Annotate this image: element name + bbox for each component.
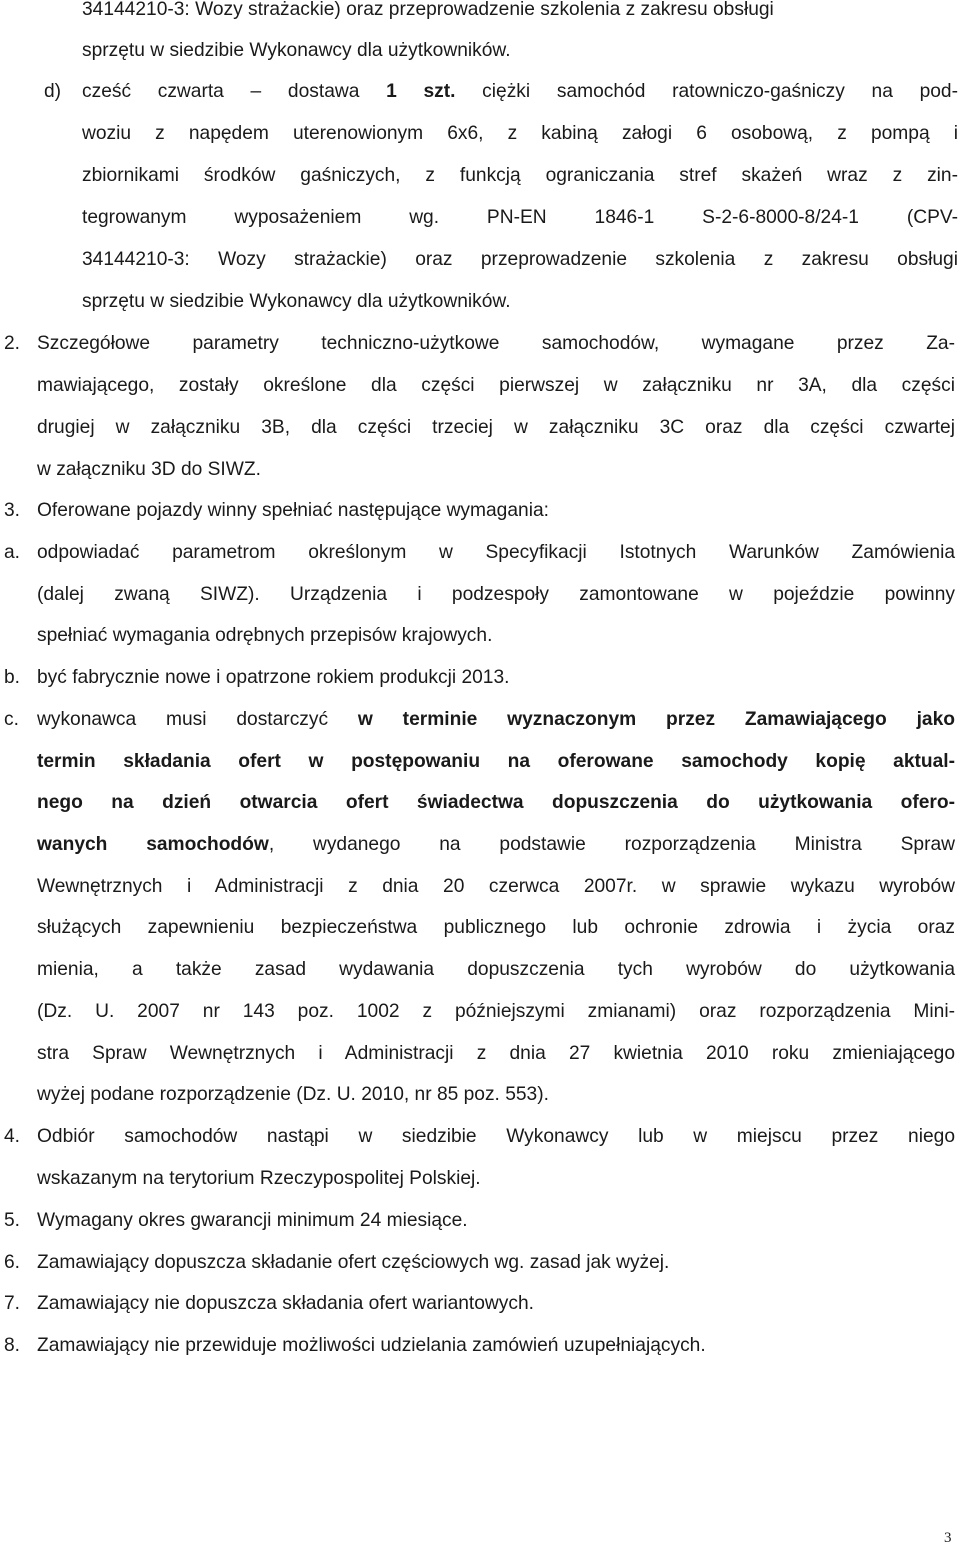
section-7-number: 7. (4, 1293, 21, 1314)
item-a-line-3: spełniać wymagania odrębnych przepisów krajowych. (37, 625, 493, 646)
section-2-line-3: drugiej w załączniku 3B, dla części trzeciej w załączniku 3C oraz dla części czwartej (37, 417, 955, 438)
item-a-line-2: (dalej zwaną SIWZ). Urządzenia i podzespoły zamontowane w pojeździe powinny (37, 584, 955, 605)
section-6-number: 6. (4, 1252, 21, 1273)
item-c-label: c. (4, 709, 19, 730)
section-5-number: 5. (4, 1210, 21, 1231)
item-c-line-7: mienia, a także zasad wydawania dopuszczenia tych wyrobów do użytkowania (37, 959, 955, 980)
section-2-line-2: mawiającego, zostały określone dla części pierwszej w załączniku nr 3A, dla części (37, 375, 955, 396)
item-a-line-1: odpowiadać parametrom określonym w Specyfikacji Istotnych Warunków Zamówienia (37, 542, 955, 563)
section-8-number: 8. (4, 1335, 21, 1356)
item-c-line-9: stra Spraw Wewnętrznych i Administracji z dnia 27 kwietnia 2010 roku zmieniającego (37, 1043, 955, 1064)
item-c-line-5: Wewnętrznych i Administracji z dnia 20 czerwca 2007r. w sprawie wykazu wyrobów (37, 876, 955, 897)
item-c-line-2: termin składania ofert w postępowaniu na oferowane samochody kopię aktual- (37, 751, 955, 772)
item-c-line-6: służących zapewnieniu bezpieczeństwa publicznego lub ochronie zdrowia i życia oraz (37, 917, 955, 938)
part-d-label: d) (44, 81, 62, 102)
section-4-line-2: wskazanym na terytorium Rzeczypospolitej Polskiej. (37, 1168, 481, 1189)
item-c-line-8: (Dz. U. 2007 nr 143 poz. 1002 z późniejszymi zmianami) oraz rozporządzenia Mini- (37, 1001, 955, 1022)
section-5-line-1: Wymagany okres gwarancji minimum 24 miesiące. (37, 1210, 468, 1231)
section-3-line-1: Oferowane pojazdy winny spełniać następujące wymagania: (37, 500, 549, 521)
item-c-line-4: wanych samochodów, wydanego na podstawie rozporządzenia Ministra Spraw (37, 834, 956, 855)
section-7-line-1: Zamawiający nie dopuszcza składania ofert wariantowych. (37, 1293, 534, 1314)
part-d-line-3: zbiornikami środków gaśniczych, z funkcją ograniczania stref skażeń wraz z zin- (82, 165, 958, 186)
part-d-line-6: sprzętu w siedzibie Wykonawcy dla użytkowników. (82, 291, 511, 312)
section-3-number: 3. (4, 500, 21, 521)
section-6-line-1: Zamawiający dopuszcza składanie ofert częściowych wg. zasad jak wyżej. (37, 1252, 670, 1273)
part-d-line-4: tegrowanym wyposażeniem wg. PN-EN 1846-1 S-2-6-8000-8/24-1 (CPV- (82, 207, 958, 228)
item-b-label: b. (4, 667, 21, 688)
page-number: 3 (944, 1530, 952, 1546)
section-4-number: 4. (4, 1126, 21, 1147)
item-c-line-3: nego na dzień otwarcia ofert świadectwa dopuszczenia do użytkowania ofero- (37, 792, 955, 813)
section-2-number: 2. (4, 333, 21, 354)
item-c-line-10: wyżej podane rozporządzenie (Dz. U. 2010, nr 85 poz. 553). (37, 1084, 549, 1105)
part-d-line-5: 34144210-3: Wozy strażackie) oraz przeprowadzenie szkolenia z zakresu obsługi (82, 249, 958, 270)
item-b-line-1: być fabrycznie nowe i opatrzone rokiem produkcji 2013. (37, 667, 510, 688)
section-4-line-1: Odbiór samochodów nastąpi w siedzibie Wykonawcy lub w miejscu przez niego (37, 1126, 955, 1147)
section-2-line-1: Szczegółowe parametry techniczno-użytkowe samochodów, wymagane przez Za- (37, 333, 955, 354)
section-8-line-1: Zamawiający nie przewiduje możliwości udzielania zamówień uzupełniających. (37, 1335, 706, 1356)
section-2-line-4: w załączniku 3D do SIWZ. (37, 459, 261, 480)
part-c-line-2: sprzętu w siedzibie Wykonawcy dla użytkowników. (82, 40, 511, 61)
part-d-line-2: woziu z napędem uterenowionym 6x6, z kabiną załogi 6 osobową, z pompą i (82, 123, 958, 144)
item-c-line-1: wykonawca musi dostarczyć w terminie wyznaczonym przez Zamawiającego jako (37, 709, 955, 730)
item-a-label: a. (4, 542, 21, 563)
part-d-line-1: cześć czwarta – dostawa 1 szt. ciężki samochód ratowniczo-gaśniczy na pod- (82, 81, 958, 102)
part-c-line-1: 34144210-3: Wozy strażackie) oraz przeprowadzenie szkolenia z zakresu obsługi (82, 0, 774, 20)
